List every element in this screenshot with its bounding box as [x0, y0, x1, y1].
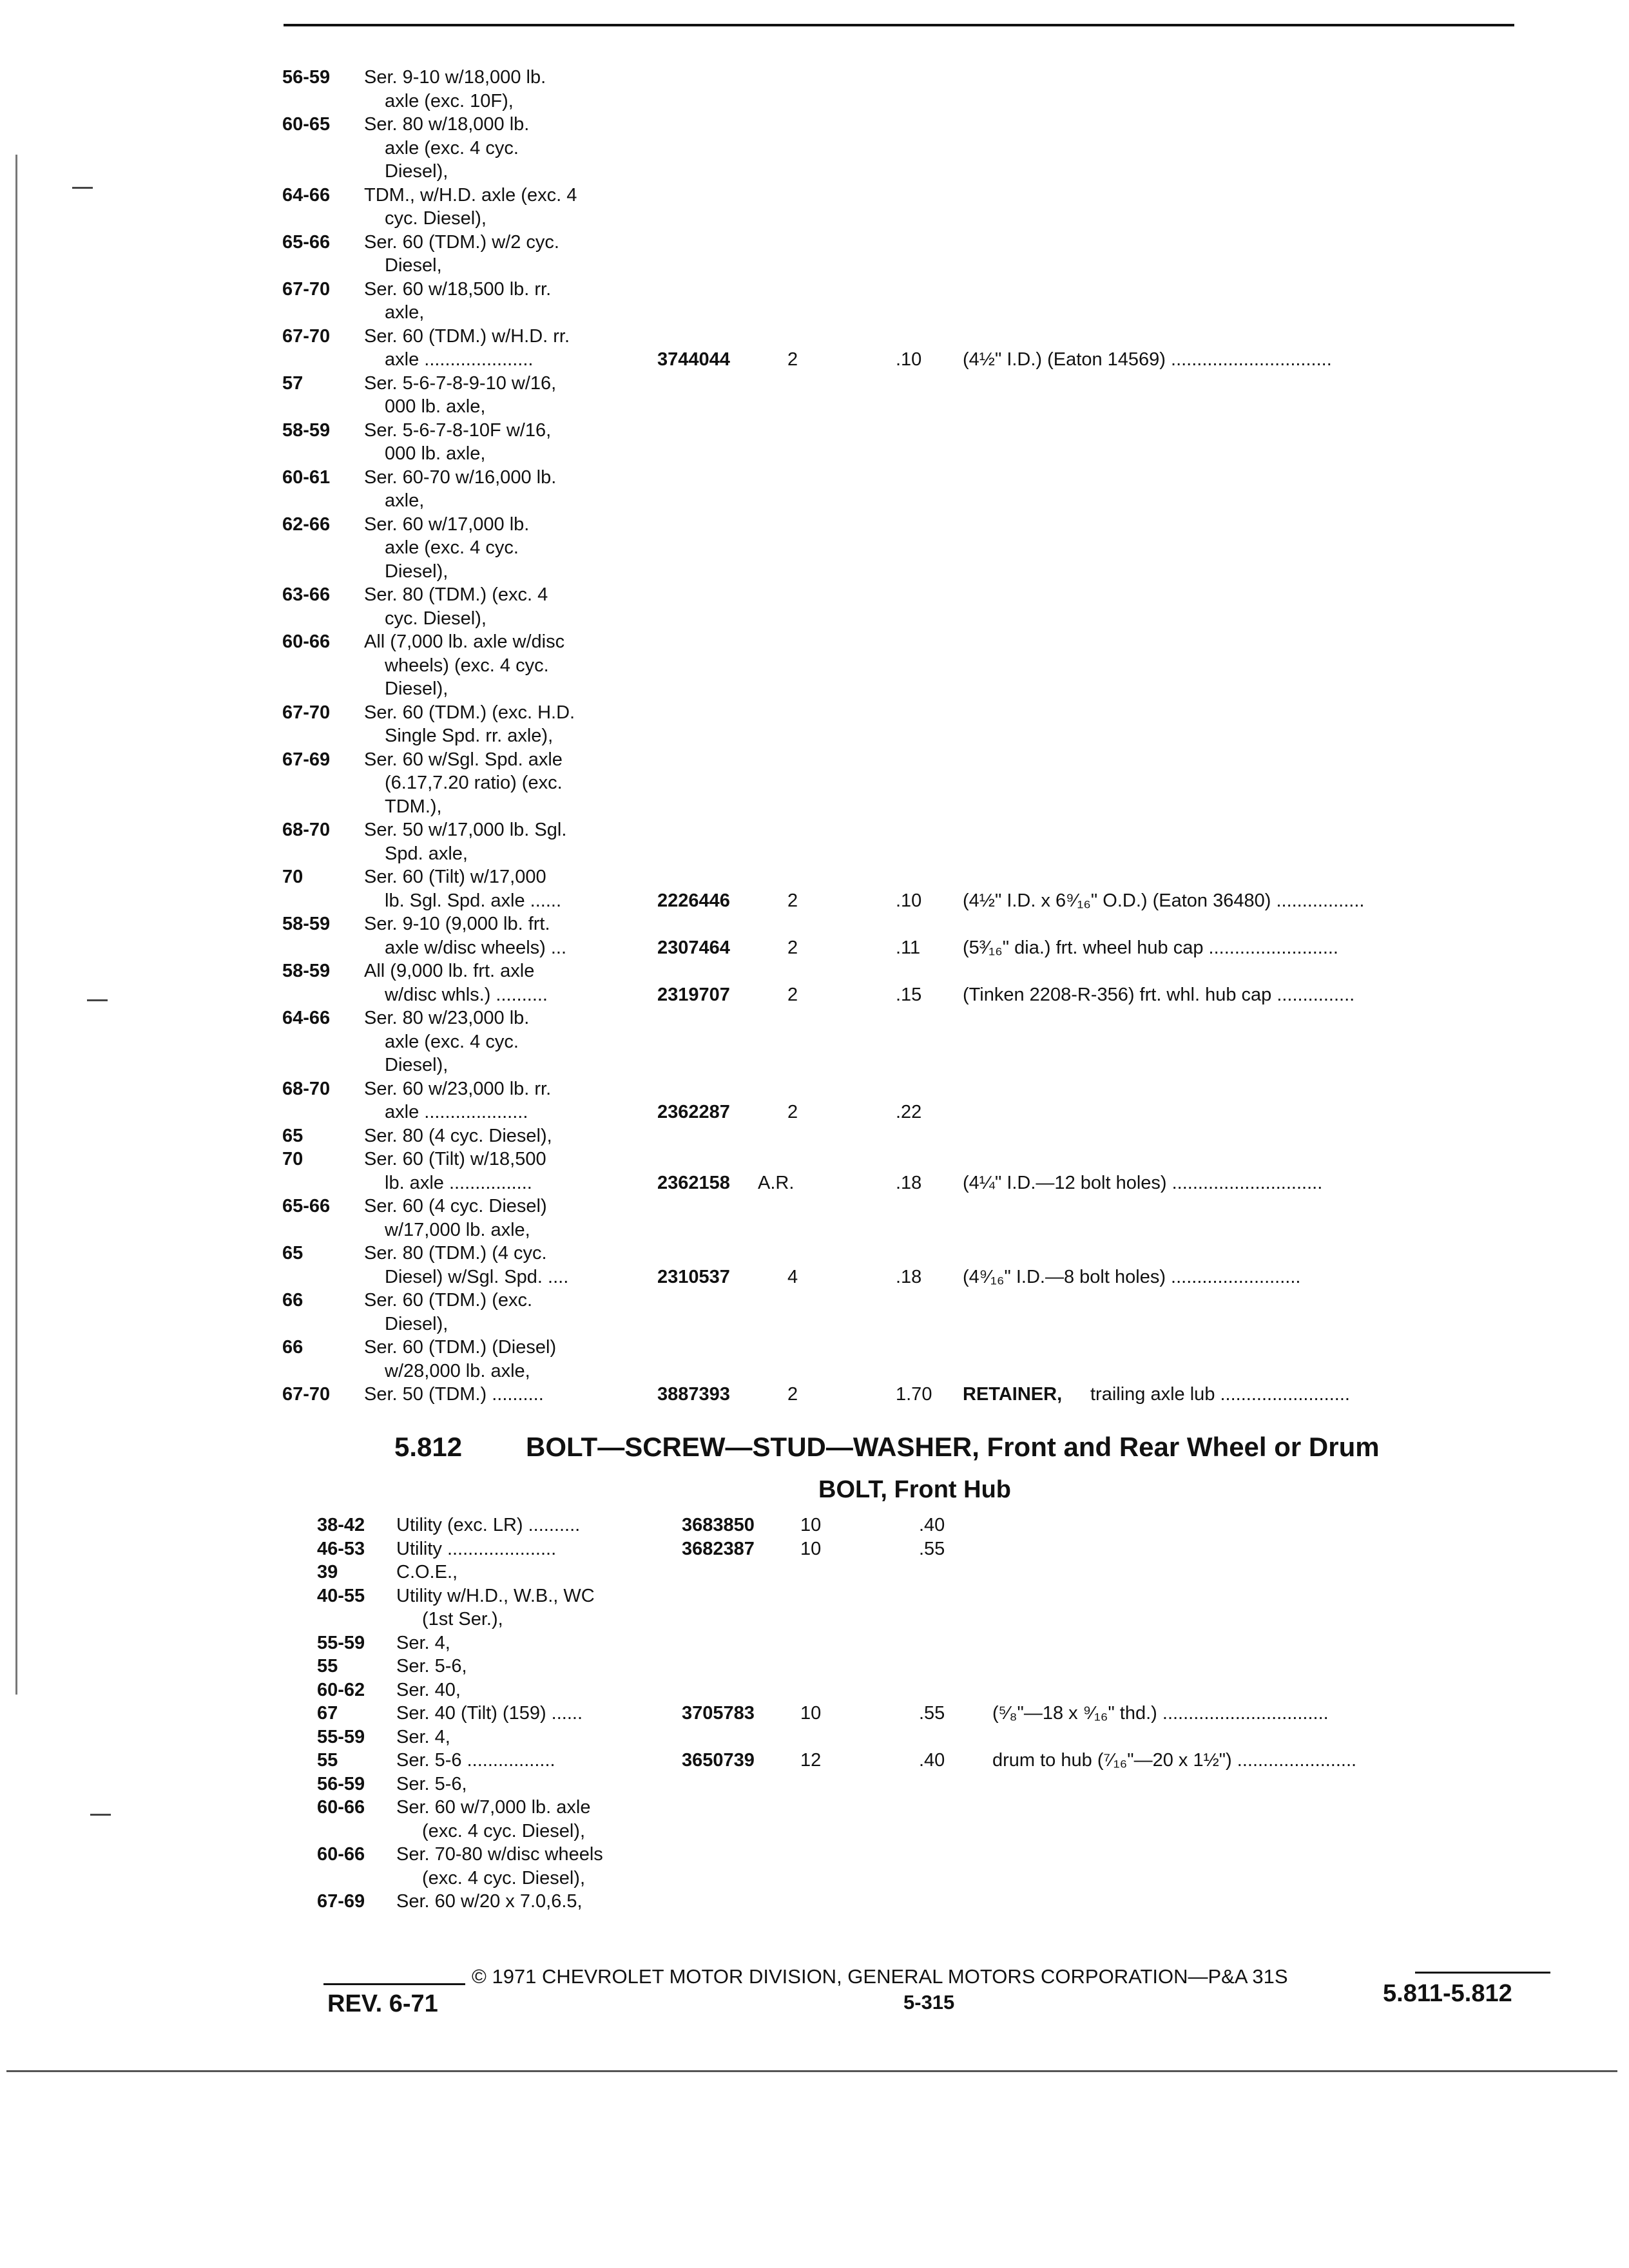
year-range: 40-55 — [317, 1585, 365, 1606]
quantity: A.R. — [758, 1172, 795, 1193]
part-number: 2362287 — [657, 1102, 730, 1122]
section-number: 5.812 — [394, 1432, 463, 1462]
part-number: 2226446 — [657, 890, 730, 911]
application-description: Ser. 60 w/Sgl. Spd. axle — [364, 749, 563, 770]
application-description: 000 lb. axle, — [385, 443, 486, 464]
price: .55 — [919, 1538, 945, 1559]
application-description: (exc. 4 cyc. Diesel), — [422, 1867, 585, 1888]
application-description: axle, — [385, 302, 425, 323]
application-description: Ser. 50 (TDM.) .......... — [364, 1384, 544, 1405]
year-range: 57 — [282, 372, 304, 394]
margin-tick — [90, 1814, 111, 1816]
application-description: Ser. 80 w/23,000 lb. — [364, 1008, 530, 1028]
remark: trailing axle lub ......................... — [1090, 1384, 1350, 1405]
application-description: Ser. 50 w/17,000 lb. Sgl. — [364, 820, 567, 840]
application-description: axle .................... — [385, 1102, 528, 1122]
year-range: 56-59 — [282, 67, 331, 88]
application-description: Ser. 60 w/23,000 lb. rr. — [364, 1078, 552, 1099]
application-description: Ser. 70-80 w/disc wheels — [396, 1844, 603, 1865]
part-number: 3682387 — [682, 1538, 755, 1559]
year-range: 67-70 — [282, 325, 331, 347]
application-description: Ser. 5-6-7-8-10F w/16, — [364, 419, 552, 441]
application-description: Ser. 60 w/7,000 lb. axle — [396, 1797, 591, 1818]
remark: (4½" I.D. x 6⁹⁄₁₆" O.D.) (Eaton 36480) ................. — [963, 890, 1365, 911]
year-range: 66 — [282, 1290, 304, 1311]
quantity: 2 — [787, 1102, 798, 1122]
application-description: Ser. 60 (TDM.) (Diesel) — [364, 1337, 557, 1358]
bottom-scan-line — [6, 2070, 1617, 2072]
year-range: 58-59 — [282, 419, 331, 441]
application-description: Ser. 5-6, — [396, 1773, 467, 1794]
application-description: wheels) (exc. 4 cyc. — [385, 655, 549, 676]
application-description: Diesel, — [385, 255, 442, 276]
year-range: 58-59 — [282, 914, 331, 934]
application-description: Ser. 80 (TDM.) (4 cyc. — [364, 1243, 547, 1264]
year-range: 60-65 — [282, 114, 331, 135]
application-description: Ser. 60 (TDM.) w/H.D. rr. — [364, 325, 570, 347]
application-description: Diesel), — [385, 1313, 448, 1334]
application-description: Ser. 60 w/17,000 lb. — [364, 514, 530, 535]
year-range: 60-66 — [317, 1797, 365, 1818]
application-description: Ser. 60 (TDM.) w/2 cyc. — [364, 231, 559, 253]
price: .10 — [896, 890, 922, 911]
application-description: Diesel), — [385, 161, 448, 182]
application-description: Ser. 60 (Tilt) w/17,000 — [364, 867, 546, 887]
application-description: Utility (exc. LR) .......... — [396, 1515, 581, 1535]
quantity: 12 — [800, 1750, 822, 1771]
remark: (4⁹⁄₁₆" I.D.—8 bolt holes) ......................... — [963, 1266, 1301, 1287]
quantity: 2 — [787, 937, 798, 958]
application-description: Ser. 60 (4 cyc. Diesel) — [364, 1196, 547, 1216]
year-range: 55-59 — [317, 1632, 365, 1653]
part-number: 2319707 — [657, 984, 730, 1005]
application-description: Ser. 80 (TDM.) (exc. 4 — [364, 584, 548, 605]
price: .15 — [896, 984, 922, 1005]
year-range: 38-42 — [317, 1515, 365, 1535]
application-description: Ser. 5-6 ................. — [396, 1750, 555, 1771]
year-range: 62-66 — [282, 514, 331, 535]
year-range: 39 — [317, 1562, 338, 1582]
application-description: Ser. 9-10 (9,000 lb. frt. — [364, 914, 550, 934]
quantity: 2 — [787, 1384, 798, 1405]
year-range: 56-59 — [317, 1773, 365, 1794]
application-description: w/17,000 lb. axle, — [385, 1219, 530, 1240]
part-number: 3887393 — [657, 1384, 730, 1405]
price: .11 — [896, 937, 921, 958]
year-range: 46-53 — [317, 1538, 365, 1559]
application-description: cyc. Diesel), — [385, 608, 487, 629]
part-number: 3705783 — [682, 1703, 755, 1724]
footer-rule-left — [323, 1983, 465, 1985]
section-range: 5.811-5.812 — [1383, 1980, 1512, 2007]
remark: drum to hub (⁷⁄₁₆"—20 x 1½") ....................... — [992, 1750, 1357, 1771]
year-range: 60-66 — [282, 631, 331, 652]
application-description: 000 lb. axle, — [385, 396, 486, 417]
application-description: Ser. 60 (TDM.) (exc. — [364, 1290, 533, 1311]
price: .18 — [896, 1172, 922, 1193]
remark-bold: RETAINER, — [963, 1384, 1063, 1405]
remark: (⁵⁄₈"—18 x ⁹⁄₁₆" thd.) ................................ — [992, 1703, 1329, 1724]
year-range: 60-66 — [317, 1844, 365, 1865]
quantity: 10 — [800, 1538, 822, 1559]
application-description: axle ..................... — [385, 349, 534, 370]
year-range: 55-59 — [317, 1726, 365, 1747]
application-description: Diesel), — [385, 561, 448, 582]
application-description: TDM., w/H.D. axle (exc. 4 — [364, 184, 577, 206]
remark: (Tinken 2208-R-356) frt. whl. hub cap ............... — [963, 984, 1355, 1005]
quantity: 4 — [787, 1266, 798, 1287]
footer-rule-right — [1415, 1972, 1550, 1974]
application-description: lb. Sgl. Spd. axle ...... — [385, 890, 562, 911]
price: .22 — [896, 1102, 922, 1122]
section-title: BOLT—SCREW—STUD—WASHER, Front and Rear Wheel or Drum — [526, 1432, 1380, 1462]
year-range: 65 — [282, 1125, 304, 1146]
application-description: Diesel), — [385, 1055, 448, 1075]
margin-tick — [87, 999, 108, 1001]
remark: (5³⁄₁₆" dia.) frt. wheel hub cap ......................... — [963, 937, 1338, 958]
year-range: 67 — [317, 1703, 338, 1724]
remark: (4½" I.D.) (Eaton 14569) ............................... — [963, 349, 1332, 370]
price: .55 — [919, 1703, 945, 1724]
application-description: C.O.E., — [396, 1562, 458, 1582]
part-number: 3650739 — [682, 1750, 755, 1771]
application-description: lb. axle ................ — [385, 1172, 532, 1193]
year-range: 65-66 — [282, 231, 331, 253]
part-number: 2310537 — [657, 1266, 730, 1287]
year-range: 68-70 — [282, 1078, 331, 1099]
year-range: 66 — [282, 1337, 304, 1358]
left-edge-mark — [15, 155, 17, 1695]
year-range: 68-70 — [282, 820, 331, 840]
application-description: Diesel) w/Sgl. Spd. .... — [385, 1266, 569, 1287]
application-description: axle (exc. 10F), — [385, 90, 514, 111]
application-description: Ser. 60 w/20 x 7.0,6.5, — [396, 1891, 583, 1912]
part-number: 2307464 — [657, 937, 730, 958]
application-description: All (9,000 lb. frt. axle — [364, 961, 535, 981]
quantity: 10 — [800, 1515, 822, 1535]
revision-label: REV. 6-71 — [327, 1990, 438, 2017]
price: .40 — [919, 1750, 945, 1771]
year-range: 64-66 — [282, 1008, 331, 1028]
year-range: 63-66 — [282, 584, 331, 605]
price: .18 — [896, 1266, 922, 1287]
application-description: Ser. 60 (Tilt) w/18,500 — [364, 1149, 546, 1169]
year-range: 58-59 — [282, 961, 331, 981]
application-description: Ser. 80 w/18,000 lb. — [364, 114, 530, 135]
application-description: Utility ..................... — [396, 1538, 557, 1559]
application-description: (6.17,7.20 ratio) (exc. — [385, 773, 563, 793]
application-description: w/disc whls.) .......... — [385, 984, 548, 1005]
application-description: Utility w/H.D., W.B., WC — [396, 1585, 595, 1606]
application-description: Ser. 40, — [396, 1679, 461, 1700]
section-subtitle: BOLT, Front Hub — [818, 1476, 1012, 1503]
year-range: 55 — [317, 1750, 338, 1771]
application-description: axle, — [385, 490, 425, 511]
margin-tick — [72, 187, 93, 189]
application-description: Ser. 60 w/18,500 lb. rr. — [364, 278, 552, 300]
year-range: 64-66 — [282, 184, 331, 206]
quantity: 2 — [787, 349, 798, 370]
part-number: 2362158 — [657, 1172, 730, 1193]
application-description: Ser. 5-6-7-8-9-10 w/16, — [364, 372, 557, 394]
top-rule — [284, 24, 1514, 26]
year-range: 65-66 — [282, 1196, 331, 1216]
application-description: Spd. axle, — [385, 843, 468, 864]
application-description: TDM.), — [385, 796, 442, 817]
year-range: 55 — [317, 1656, 338, 1677]
application-description: Ser. 40 (Tilt) (159) ...... — [396, 1703, 583, 1724]
application-description: axle (exc. 4 cyc. — [385, 537, 519, 558]
year-range: 67-69 — [282, 749, 331, 770]
application-description: cyc. Diesel), — [385, 208, 487, 229]
year-range: 67-69 — [317, 1891, 365, 1912]
year-range: 67-70 — [282, 702, 331, 723]
quantity: 10 — [800, 1703, 822, 1724]
application-description: Ser. 4, — [396, 1726, 450, 1747]
year-range: 70 — [282, 1149, 304, 1169]
quantity: 2 — [787, 890, 798, 911]
year-range: 67-70 — [282, 1384, 331, 1405]
year-range: 70 — [282, 867, 304, 887]
application-description: Diesel), — [385, 678, 448, 699]
price: 1.70 — [896, 1384, 932, 1405]
application-description: Ser. 60-70 w/16,000 lb. — [364, 466, 557, 488]
application-description: Ser. 80 (4 cyc. Diesel), — [364, 1125, 552, 1146]
page-number: 5-315 — [903, 1991, 955, 2013]
application-description: axle w/disc wheels) ... — [385, 937, 567, 958]
year-range: 67-70 — [282, 278, 331, 300]
application-description: All (7,000 lb. axle w/disc — [364, 631, 565, 652]
application-description: axle (exc. 4 cyc. — [385, 1031, 519, 1052]
price: .10 — [896, 349, 922, 370]
application-description: (exc. 4 cyc. Diesel), — [422, 1820, 585, 1841]
application-description: (1st Ser.), — [422, 1609, 503, 1629]
application-description: Ser. 5-6, — [396, 1656, 467, 1677]
remark: (4¼" I.D.—12 bolt holes) ............................. — [963, 1172, 1323, 1193]
application-description: Single Spd. rr. axle), — [385, 726, 554, 746]
part-number: 3744044 — [657, 349, 730, 370]
application-description: axle (exc. 4 cyc. — [385, 137, 519, 159]
application-description: Ser. 4, — [396, 1632, 450, 1653]
year-range: 65 — [282, 1243, 304, 1264]
part-number: 3683850 — [682, 1515, 755, 1535]
quantity: 2 — [787, 984, 798, 1005]
year-range: 60-61 — [282, 466, 331, 488]
price: .40 — [919, 1515, 945, 1535]
copyright-line: © 1971 CHEVROLET MOTOR DIVISION, GENERAL MOTORS CORPORATION—P&A 31S — [472, 1965, 1288, 1988]
application-description: w/28,000 lb. axle, — [385, 1360, 530, 1381]
application-description: Ser. 60 (TDM.) (exc. H.D. — [364, 702, 575, 723]
application-description: Ser. 9-10 w/18,000 lb. — [364, 67, 546, 88]
year-range: 60-62 — [317, 1679, 365, 1700]
